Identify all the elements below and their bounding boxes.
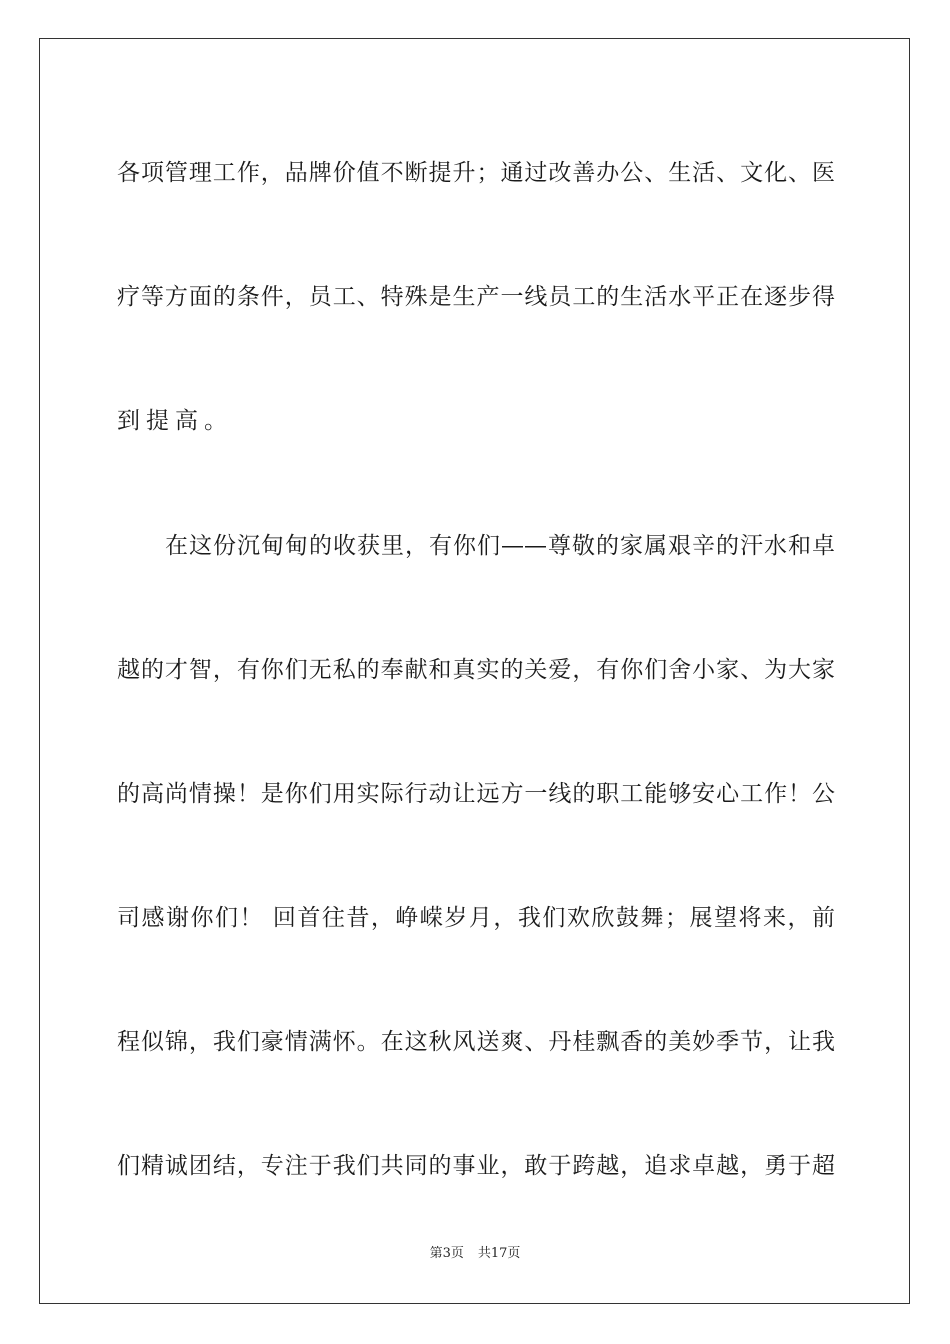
text-line-8: 程似锦，我们豪情满怀。在这秋风送爽、丹桂飘香的美妙季节，让我 — [117, 1029, 835, 1055]
text-line-9: 们精诚团结，专注于我们共同的事业，敢于跨越，追求卓越，勇于超 — [117, 1153, 835, 1179]
page-number: 第3页 — [429, 1246, 464, 1261]
page-footer — [0, 1245, 950, 1263]
text-line-5: 越的才智，有你们无私的奉献和真实的关爱，有你们舍小家、为大家 — [117, 657, 835, 683]
page-total: 共17页 — [477, 1246, 521, 1261]
text-line-4: 在这份沉甸甸的收获里，有你们——尊敬的家属艰辛的汗水和卓 — [165, 533, 835, 559]
text-line-3: 到提高。 — [117, 408, 233, 434]
text-line-6: 的高尚情操！是你们用实际行动让远方一线的职工能够安心工作！公 — [117, 781, 835, 807]
text-line-1: 各项管理工作，品牌价值不断提升；通过改善办公、生活、文化、医 — [117, 160, 835, 186]
text-line-2: 疗等方面的条件，员工、特殊是生产一线员工的生活水平正在逐步得 — [117, 284, 835, 310]
text-line-7: 司感谢你们！ 回首往昔，峥嵘岁月，我们欢欣鼓舞；展望将来，前 — [117, 905, 835, 931]
